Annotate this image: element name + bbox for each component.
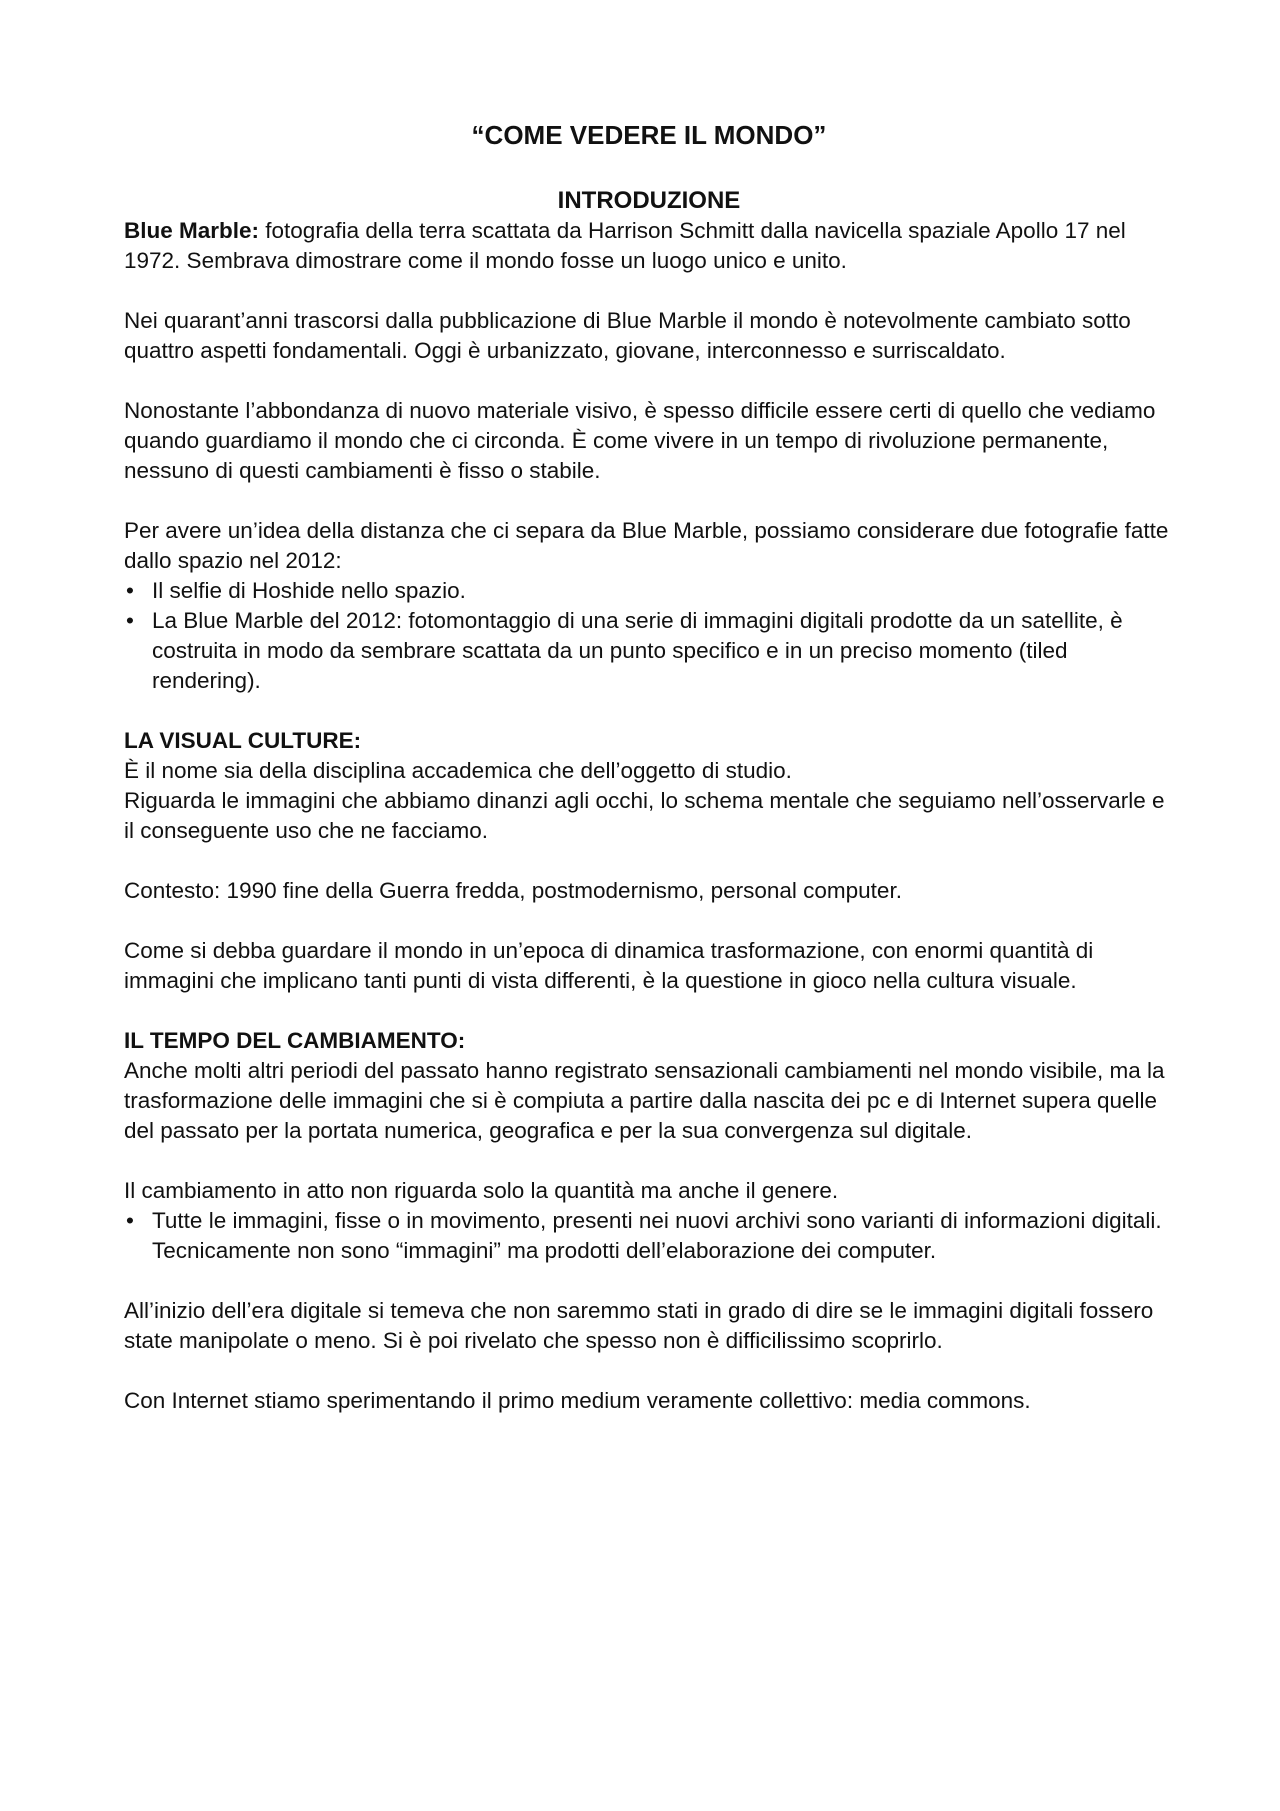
list-item: • Tutte le immagini, fisse o in movimento, presenti nei nuovi archivi sono varianti di informazioni digitali. Tecnicamente non sono “immagini” ma prodotti dell’elaborazione dei computer. (126, 1208, 1162, 1263)
document-title: “COME VEDERE IL MONDO” (471, 120, 827, 150)
intro-paragraph-1 (124, 216, 1174, 276)
list-item: • La Blue Marble del 2012: fotomontaggio di una serie di immagini digitali prodotte da un satellite, è costruita in modo da sembrare scattata da un punto specifico e in un preciso momento (tiled rendering). (126, 608, 1123, 693)
change-paragraph-1: Anche molti altri periodi del passato hanno registrato sensazionali cambiamenti nel mondo visibile, ma la trasformazione delle immagini che si è compiuta a partire dalla nascita dei pc e di Internet supera quelle del passato per la portata numerica, geografica e per la sua convergenza sul digitale. (124, 1058, 1165, 1143)
change-paragraph-4: Con Internet stiamo sperimentando il primo medium veramente collettivo: media commons. (124, 1388, 1031, 1413)
section-heading-introduzione: INTRODUZIONE (557, 187, 741, 214)
visual-culture-paragraph-1: È il nome sia della disciplina accademica che dell’oggetto di studio. (124, 758, 792, 783)
change-paragraph-3: All’inizio dell’era digitale si temeva che non saremmo stati in grado di dire se le immagini digitali fossero state manipolate o meno. Si è poi rivelato che spesso non è difficilissimo scoprirlo. (124, 1298, 1154, 1353)
change-bullet-list (124, 1206, 1174, 1266)
section-heading-cambiamento: IL TEMPO DEL CAMBIAMENTO: (124, 1028, 466, 1053)
intro-paragraph-3: Nonostante l’abbondanza di nuovo materiale visivo, è spesso difficile essere certi di quello che vediamo quando guardiamo il mondo che ci circonda. È come vivere in un tempo di rivoluzione permanente, nessuno di questi cambiamenti è fisso o stabile. (124, 398, 1156, 483)
visual-culture-paragraph-2: Riguarda le immagini che abbiamo dinanzi agli occhi, lo schema mentale che seguiamo nell’osservarle e il conseguente uso che ne facciamo. (124, 788, 1165, 843)
bullet-icon: • (126, 608, 134, 633)
blue-marble-definition: fotografia della terra scattata da Harrison Schmitt dalla navicella spaziale Apollo 17 nel 1972. Sembrava dimostrare come il mondo fosse un luogo unico e unito. (124, 218, 1126, 273)
intro-bullet-list (124, 576, 1174, 696)
bullet-icon: • (126, 1208, 134, 1233)
list-item: • Il selfie di Hoshide nello spazio. (124, 576, 1174, 606)
section-heading-visual-culture: LA VISUAL CULTURE: (124, 728, 362, 753)
intro-paragraph-2: Nei quarant’anni trascorsi dalla pubblicazione di Blue Marble il mondo è notevolmente cambiato sotto quattro aspetti fondamentali. Oggi è urbanizzato, giovane, interconnesso e surriscaldato. (124, 308, 1131, 363)
visual-culture-paragraph-3: Contesto: 1990 fine della Guerra fredda, postmodernismo, personal computer. (124, 878, 902, 903)
document-page (124, 120, 1174, 1416)
change-paragraph-2: Il cambiamento in atto non riguarda solo la quantità ma anche il genere. (124, 1178, 839, 1203)
intro-paragraph-4: Per avere un’idea della distanza che ci separa da Blue Marble, possiamo considerare due fotografie fatte dallo spazio nel 2012: (124, 518, 1169, 573)
bullet-icon: • (126, 578, 134, 603)
visual-culture-paragraph-4: Come si debba guardare il mondo in un’epoca di dinamica trasformazione, con enormi quantità di immagini che implicano tanti punti di vista differenti, è la questione in gioco nella cultura visuale. (124, 938, 1094, 993)
blue-marble-term: Blue Marble: (124, 218, 260, 243)
